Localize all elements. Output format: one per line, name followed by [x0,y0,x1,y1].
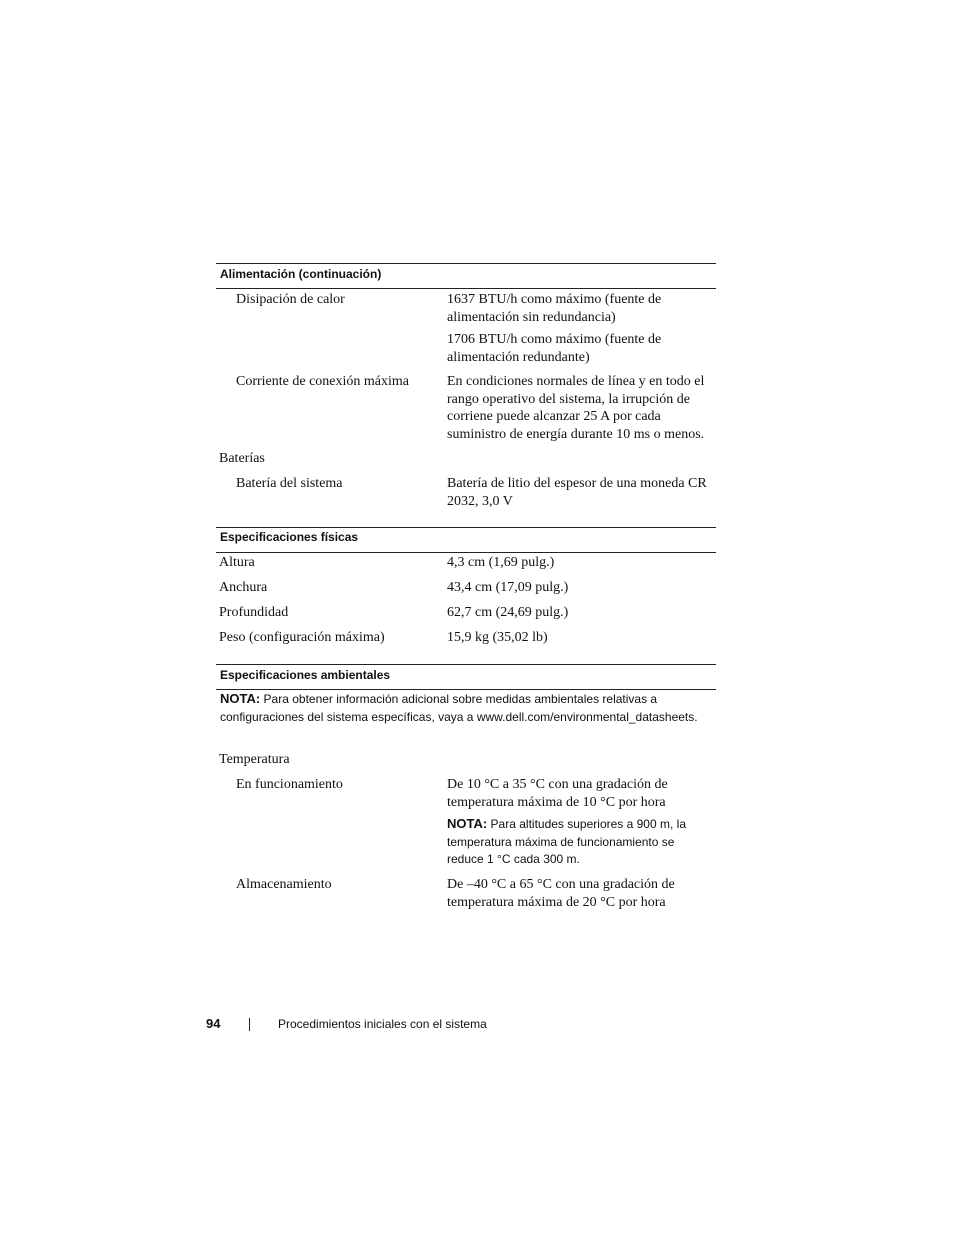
section-title-physical: Especificaciones físicas [220,530,359,544]
height-value: 4,3 cm (1,69 pulg.) [447,555,555,570]
batteries-label: Baterías [219,451,265,466]
inrush-current-label: Corriente de conexión máxima [236,374,409,389]
depth-label: Profundidad [219,605,289,620]
storage-label: Almacenamiento [236,877,332,892]
temperature-label: Temperatura [219,752,290,767]
datasheets-link[interactable]: www.dell.com/environmental_datasheets [476,709,695,724]
storage-value: De –40 °C a 65 °C con una gradación de temperatura máxima de 20 °C por hora [447,877,675,910]
heat-dissipation-label: Disipación de calor [236,292,345,307]
width-value: 43,4 cm (17,09 pulg.) [447,580,569,595]
section-title-power: Alimentación (continuación) [220,267,382,281]
heat-dissipation-value-nonredundant: 1637 BTU/h como máximo (fuente de alimentación sin redundancia) [447,292,662,325]
depth-value: 62,7 cm (24,69 pulg.) [447,605,569,620]
environmental-note [220,690,700,726]
page-number: 94 [206,1016,221,1031]
weight-value: 15,9 kg (35,02 lb) [447,630,548,645]
section-top-rule [216,263,716,264]
note-text: Para altitudes superiores a 900 m, la temperatura máxima de funcionamiento se reduce 1 °C cada 300 m. [447,817,686,866]
width-label: Anchura [219,580,268,595]
system-battery-label: Batería del sistema [236,476,343,491]
operating-note [447,815,709,869]
chapter-title: Procedimientos iniciales con el sistema [278,1017,487,1031]
height-label: Altura [219,555,255,570]
operating-label: En funcionamiento [236,777,343,792]
operating-value: De 10 °C a 35 °C con una gradación de temperatura máxima de 10 °C por hora [447,777,668,810]
section-top-rule [216,527,716,528]
note-label: NOTA: [447,816,488,831]
inrush-current-value: En condiciones normales de línea y en todo el rango operativo del sistema, la irrupción de corriene puede alcanzar 25 A por cada suministro de energía durante 10 ms o menos. [447,374,705,442]
footer-separator [249,1018,250,1031]
heat-dissipation-value-redundant: 1706 BTU/h como máximo (fuente de alimentación redundante) [447,332,662,365]
section-header-rule [216,288,716,289]
section-header-rule [216,552,716,553]
weight-label: Peso (configuración máxima) [219,630,385,645]
section-title-environmental: Especificaciones ambientales [220,668,391,682]
section-top-rule [216,664,716,665]
system-battery-value: Batería de litio del espesor de una moneda CR 2032, 3,0 V [447,476,707,509]
note-text: Para obtener información adicional sobre medidas ambientales relativas a configuraciones del sistema específicas, vaya a [220,692,658,724]
note-label: NOTA: [220,691,261,706]
note-end: . [694,709,698,724]
